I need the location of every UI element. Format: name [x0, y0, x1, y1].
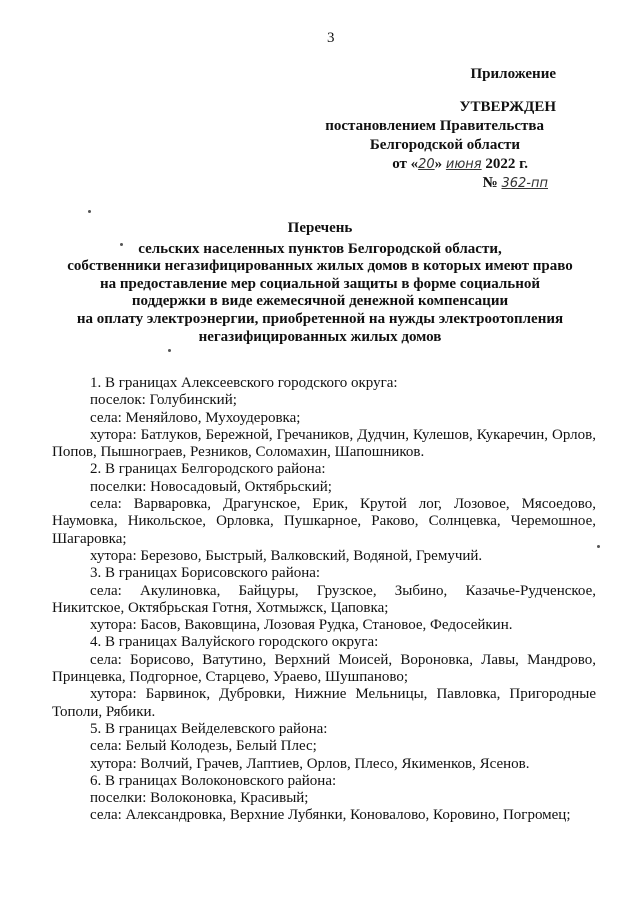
settlement-item: хутора: Волчий, Грачев, Лаптиев, Орлов, Плесо, Якименков, Ясенов.: [90, 755, 530, 772]
settlement-item: села: Акулиновка, Байцуры, Грузское, Зыбино, Казачье-Рудченское, Никитское, Октябрьская Готня, Хотмыжск, Цаповка;: [52, 582, 596, 616]
section-heading: 6. В границах Волоконовского района:: [90, 772, 337, 789]
section-heading: 4. В границах Валуйского городского округа:: [90, 634, 379, 651]
scan-speck: [168, 349, 171, 352]
number-line: [296, 174, 548, 193]
page-number: 3: [327, 30, 335, 46]
title-line: сельских населенных пунктов Белгородской области,: [138, 240, 502, 257]
approval-block: [296, 62, 556, 193]
date-prefix: от «: [392, 156, 419, 172]
date-year: 2022 г.: [485, 156, 528, 172]
title-line: поддержки в виде ежемесячной денежной компенсации: [131, 293, 509, 310]
section-heading: 3. В границах Борисовского района:: [90, 565, 321, 582]
settlement-item: села: Меняйлово, Мухоудеровка;: [90, 409, 301, 426]
scan-speck: [120, 243, 123, 246]
date-month: июня: [445, 157, 482, 172]
title-heading: Перечень: [287, 220, 353, 236]
date-line: [296, 155, 528, 174]
settlement-item: хутора: Березово, Быстрый, Валковский, Водяной, Гремучий.: [90, 547, 483, 564]
settlement-item: поселки: Волоконовка, Красивый;: [90, 790, 309, 807]
settlement-item: хутора: Басов, Ваковщина, Лозовая Рудка, Становое, Федосейкин.: [90, 617, 513, 634]
appendix-label: Приложение: [470, 66, 556, 82]
date-mid: »: [434, 156, 443, 172]
settlement-item: села: Белый Колодезь, Белый Плес;: [90, 738, 317, 755]
settlement-item: села: Борисово, Ватутино, Верхний Моисей, Вороновка, Лавы, Мандрово, Принцевка, Подгорное, Старцево, Ураево, Шушпаново;: [52, 651, 596, 686]
title-line: на оплату электроэнергии, приобретенной на нужды электроотопления: [76, 310, 564, 327]
decree-label: постановлением Правительства: [325, 118, 544, 134]
number-value: 362-пп: [501, 176, 548, 191]
title-line: на предоставление мер социальной защиты в форме социальной: [99, 275, 541, 292]
scan-speck: [597, 545, 600, 548]
settlement-item: села: Варваровка, Драгунское, Ерик, Крутой лог, Лозовое, Мясоедово, Наумовка, Никольское, Орловка, Пушкарное, Раково, Солнцевка, Черемошное, Шагаровка;: [52, 496, 596, 547]
settlement-item: поселок: Голубинский;: [90, 392, 237, 409]
title-line: собственники негазифицированных жилых домов в которых имеют право: [67, 258, 573, 275]
region-label: Белгородской области: [369, 137, 520, 153]
scan-speck: [88, 210, 91, 213]
title-line: негазифицированных жилых домов: [198, 328, 442, 345]
settlement-list: [52, 375, 596, 825]
number-prefix: №: [482, 175, 498, 191]
settlement-item: села: Александровка, Верхние Лубянки, Коновалово, Коровино, Погромец;: [90, 807, 571, 824]
document-title: [40, 220, 600, 346]
section-heading: 1. В границах Алексеевского городского округа:: [90, 375, 398, 391]
section-heading: 2. В границах Белгородского района:: [90, 461, 326, 478]
section-heading: 5. В границах Вейделевского района:: [90, 720, 328, 737]
settlement-item: поселки: Новосадовый, Октябрьский;: [90, 478, 332, 495]
settlement-item: хутора: Батлуков, Бережной, Гречаников, Дудчин, Кулешов, Кукаречин, Орлов, Попов, Пышнограев, Резников, Соломахин, Шапошников.: [52, 426, 596, 461]
settlement-item: хутора: Барвинок, Дубровки, Нижние Мельницы, Павловка, Пригородные Тополи, Рябики.: [52, 686, 596, 720]
date-day: 20: [418, 157, 435, 172]
approved-label: УТВЕРЖДЕН: [459, 99, 556, 115]
